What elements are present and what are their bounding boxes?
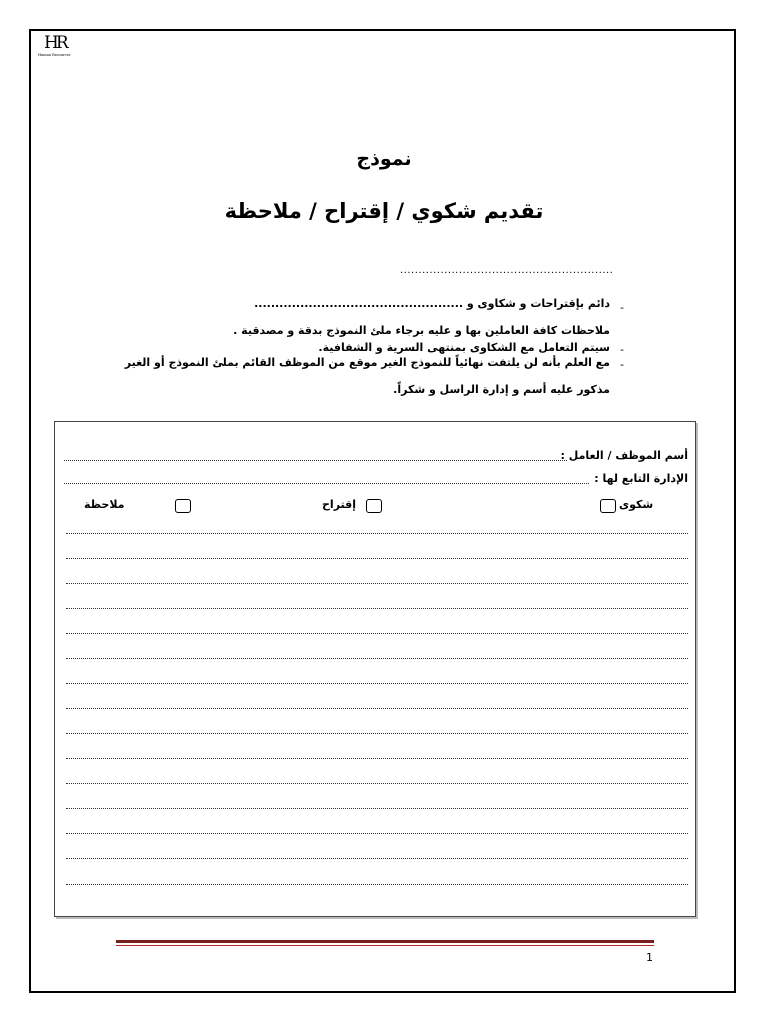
writing-line[interactable]: [66, 833, 688, 834]
form-box: [54, 421, 696, 917]
intro-line-3: سيتم التعامل مع الشكاوى بمنتهى السرية و الشفافية.: [318, 341, 610, 354]
bullet-dash-1: -: [620, 301, 624, 314]
intro-line-1: [254, 297, 610, 310]
footer-rule-thin: [116, 945, 654, 946]
page-number: 1: [646, 951, 653, 964]
complaint-checkbox[interactable]: [600, 499, 616, 513]
suggestion-label: إقتراح: [322, 498, 357, 511]
bullet-dash-2: -: [620, 343, 624, 356]
writing-line[interactable]: [66, 658, 688, 659]
bullet-dash-3: -: [620, 358, 624, 371]
form-subtitle: تقديم شكوي / إقتراح / ملاحظة: [224, 199, 544, 223]
intro-line-4: مع العلم بأنه لن يلتفت نهائياً للنموذج الغير موقع من الموظف القائم بملئ النموذج أو الغير: [124, 356, 610, 369]
writing-line[interactable]: [66, 633, 688, 634]
writing-line[interactable]: [66, 733, 688, 734]
logo-subtitle: Human Resources: [38, 53, 71, 57]
intro-line-1-text: دائم بإقتراحات و شكاوى و: [466, 297, 610, 310]
hr-logo: [38, 33, 88, 61]
suggestion-checkbox[interactable]: [366, 499, 382, 513]
employee-name-label: أسم الموظف / العامل :: [560, 449, 688, 462]
intro-blank: ..........................................................: [400, 265, 614, 276]
note-checkbox[interactable]: [175, 499, 191, 513]
writing-line[interactable]: [66, 758, 688, 759]
writing-line[interactable]: [66, 858, 688, 859]
intro-line-5: مذكور عليه أسم و إدارة الراسل و شكراً.: [393, 383, 610, 396]
intro-line-1-dots: ..................................................: [254, 297, 464, 310]
department-label: الإدارة التابع لها :: [594, 472, 688, 485]
complaint-label: شكوى: [619, 498, 654, 511]
writing-line[interactable]: [66, 558, 688, 559]
writing-line[interactable]: [66, 708, 688, 709]
writing-line[interactable]: [66, 608, 688, 609]
writing-line[interactable]: [66, 583, 688, 584]
note-label: ملاحظة: [84, 498, 125, 511]
intro-line-2: ملاحظات كافة العاملين بها و عليه برجاء ملئ النموذج بدقة و مصدقية .: [233, 324, 610, 337]
writing-line[interactable]: [66, 683, 688, 684]
form-title: نموذج: [356, 148, 412, 170]
writing-line[interactable]: [66, 533, 688, 534]
footer-rule-thick: [116, 940, 654, 943]
employee-name-field[interactable]: [64, 460, 567, 461]
department-field[interactable]: [64, 483, 589, 484]
logo-mark: HR: [44, 33, 66, 53]
writing-line[interactable]: [66, 783, 688, 784]
writing-line[interactable]: [66, 808, 688, 809]
writing-line[interactable]: [66, 884, 688, 885]
